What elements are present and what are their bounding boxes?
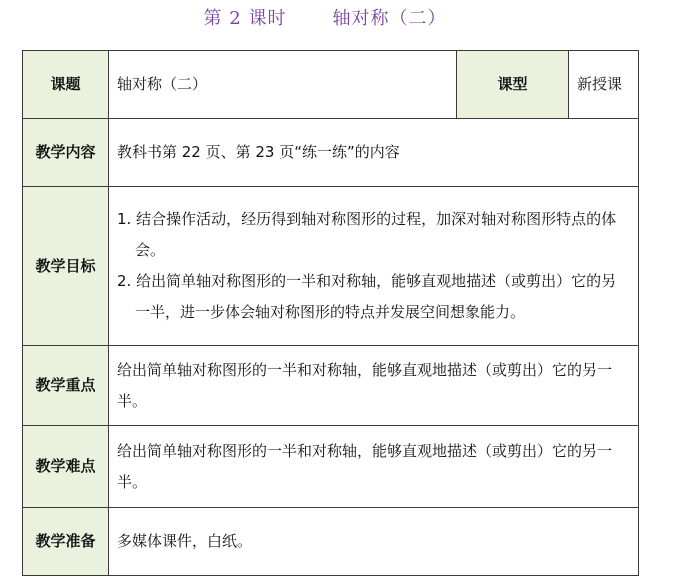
type-label: 课型 (457, 51, 569, 119)
topic-label: 课题 (23, 51, 109, 119)
difficulty-value: 给出简单轴对称图形的一半和对称轴，能够直观地描述（或剪出）它的另一半。 (109, 426, 639, 508)
topic-row (23, 51, 639, 119)
difficulty-row (23, 426, 639, 508)
lesson-number: 第 2 课时 (203, 8, 287, 29)
lesson-title: 轴对称（二） (332, 8, 447, 29)
key-label: 教学重点 (23, 346, 109, 426)
topic-value: 轴对称（二） (109, 51, 457, 119)
content-value: 教科书第 22 页、第 23 页“练一练”的内容 (109, 119, 639, 187)
key-row (23, 346, 639, 426)
goal-item-1: 1. 结合操作活动，经历得到轴对称图形的过程，加深对轴对称图形特点的体会。 (117, 210, 617, 259)
lesson-plan-table (22, 50, 639, 576)
content-label: 教学内容 (23, 119, 109, 187)
goals-cell (109, 187, 639, 346)
prep-value: 多媒体课件，白纸。 (109, 508, 639, 576)
prep-row (23, 508, 639, 576)
goal-item-2: 2. 给出简单轴对称图形的一半和对称轴，能够直观地描述（或剪出）它的另一半，进一步体会轴对称图形的特点并发展空间想象能力。 (117, 272, 617, 321)
goals-label: 教学目标 (23, 187, 109, 346)
page-title (0, 4, 650, 30)
goals-row (23, 187, 639, 346)
content-row (23, 119, 639, 187)
prep-label: 教学准备 (23, 508, 109, 576)
difficulty-label: 教学难点 (23, 426, 109, 508)
key-value: 给出简单轴对称图形的一半和对称轴，能够直观地描述（或剪出）它的另一半。 (109, 346, 639, 426)
type-value: 新授课 (569, 51, 639, 119)
